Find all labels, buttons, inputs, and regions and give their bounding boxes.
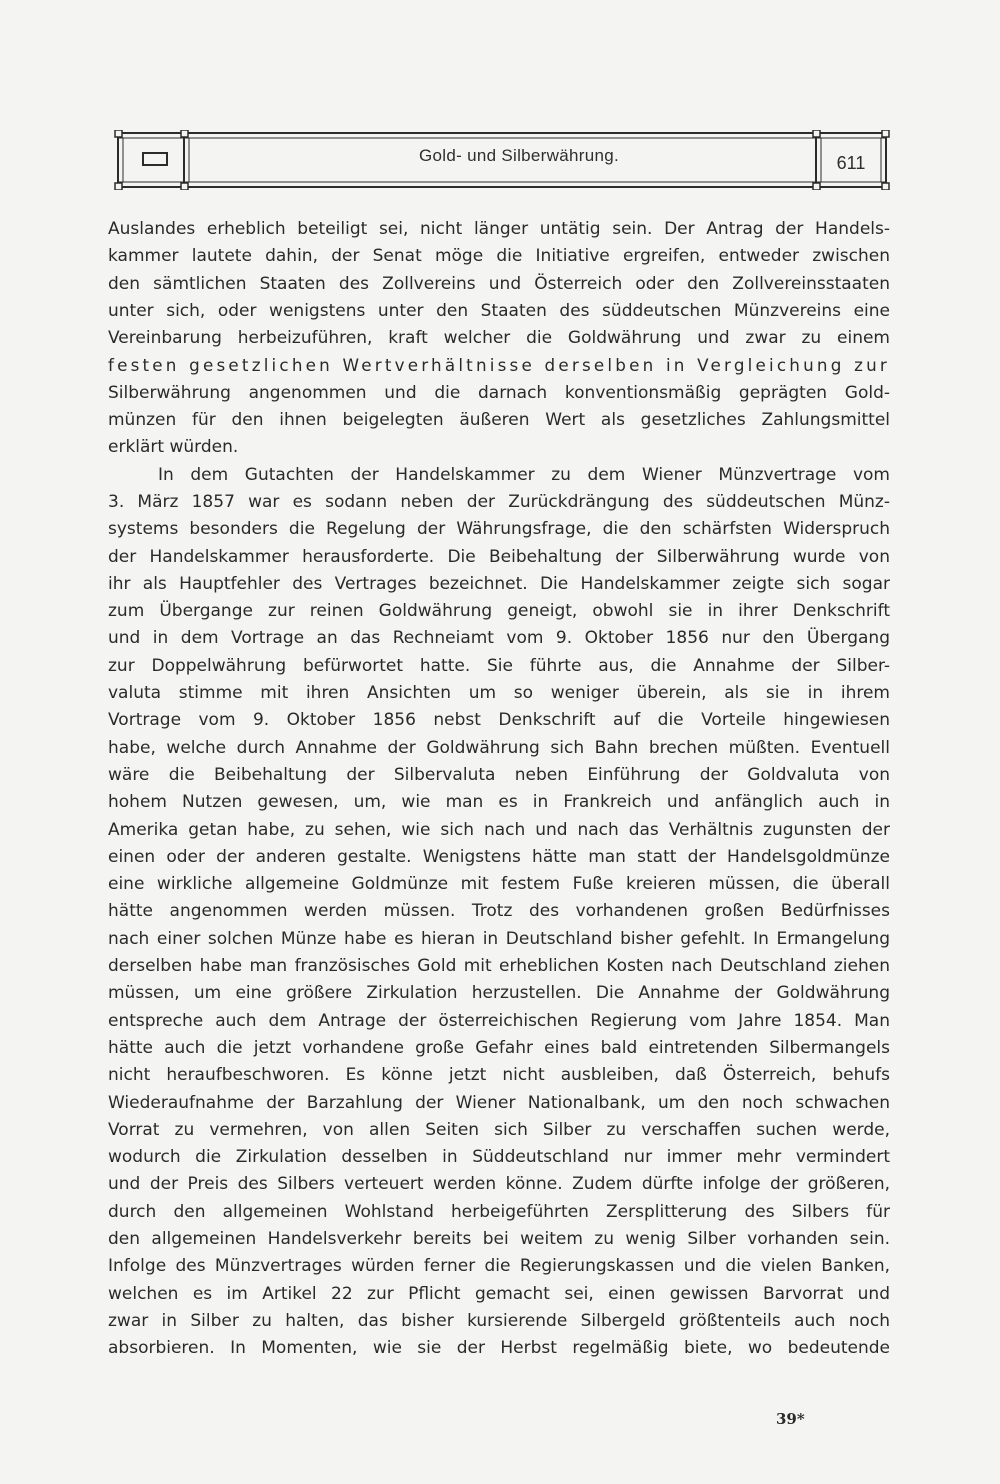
text-line: Amerika getan habe, zu sehen, wie sich nach und nach das Verhältnis zugunsten der <box>108 819 890 840</box>
text-line: einen oder der anderen gestalte. Wenigstens hätte man statt der Handelsgoldmünze <box>108 846 890 867</box>
text-line: hohem Nutzen gewesen, um, wie man es in Frankreich und anfänglich auch in <box>108 792 890 813</box>
text-line: den sämtlichen Staaten des Zollvereins und Österreich oder den Zollvereinsstaaten <box>108 273 890 294</box>
text-line: hätte auch die jetzt vorhandene große Gefahr eines bald eintretenden Silbermangels <box>108 1037 890 1058</box>
text-line: Vorrat zu vermehren, von allen Seiten sich Silber zu verschaffen suchen werde, <box>108 1119 890 1140</box>
text-line: festen gesetzlichen Wertverhältnisse derselben in Vergleichung zur <box>108 355 890 376</box>
text-line: In dem Gutachten der Handelskammer zu dem Wiener Münzvertrage vom <box>158 464 890 485</box>
text-line: Infolge des Münzvertrages würden ferner die Regierungskassen und die vielen Banken, <box>108 1256 890 1277</box>
paragraph-2 <box>108 462 890 1363</box>
text-line: absorbieren. In Momenten, wie sie der Herbst regelmäßig biete, wo bedeutende <box>108 1338 890 1359</box>
text-line: Wiederaufnahme der Barzahlung der Wiener Nationalbank, um den noch schwachen <box>108 1092 890 1113</box>
text-line: kammer lautete dahin, der Senat möge die Initiative ergreifen, entweder zwischen <box>108 246 890 267</box>
text-line: und in dem Vortrage an das Rechneiamt vom 9. Oktober 1856 nur den Übergang <box>108 628 890 649</box>
text-line: erklärt würden. <box>108 437 239 458</box>
paragraph-1 <box>108 216 890 462</box>
text-line: welchen es im Artikel 22 zur Pflicht gemacht sei, einen gewissen Barvorrat und <box>108 1283 890 1304</box>
text-line: derselben habe man französisches Gold mit erheblichen Kosten nach Deutschland ziehen <box>108 956 890 977</box>
text-line: münzen für den ihnen beigelegten äußeren Wert als gesetzliches Zahlungsmittel <box>108 410 890 431</box>
text-line: ihr als Hauptfehler des Vertrages bezeichnet. Die Handelskammer zeigte sich sogar <box>108 573 890 594</box>
text-line: eine wirkliche allgemeine Goldmünze mit festem Fuße kreieren müssen, die überall <box>108 874 890 895</box>
text-line: zum Übergange zur reinen Goldwährung geneigt, obwohl sie in ihrer Denkschrift <box>108 601 890 622</box>
text-line: wodurch die Zirkulation desselben in Süddeutschland nur immer mehr vermindert <box>108 1147 890 1168</box>
page-number: 611 <box>836 153 866 173</box>
text-line: valuta stimme mit ihren Ansichten um so weniger überein, als sie in ihrem <box>108 683 890 704</box>
text-line: den allgemeinen Handelsverkehr bereits bei weitem zu wenig Silber vorhanden sein. <box>108 1228 890 1249</box>
text-line: Vortrage vom 9. Oktober 1856 nebst Denkschrift auf die Vorteile hingewiesen <box>108 710 890 731</box>
text-line: systems besonders die Regelung der Währungsfrage, die den schärfsten Widerspruch <box>108 519 890 540</box>
text-line: 3. März 1857 war es sodann neben der Zurückdrängung des süddeutschen Münz- <box>108 491 890 512</box>
running-header <box>114 130 890 190</box>
text-line: durch den allgemeinen Wohlstand herbeigeführten Zersplitterung des Silbers für <box>108 1201 890 1222</box>
text-line: der Handelskammer herausforderte. Die Beibehaltung der Silberwährung wurde von <box>108 546 890 567</box>
text-line: Auslandes erheblich beteiligt sei, nicht länger untätig sein. Der Antrag der Handels- <box>108 219 890 239</box>
text-line: zwar in Silber zu halten, das bisher kursierende Silbergeld größtenteils auch noch <box>108 1310 890 1331</box>
text-line: zur Doppelwährung befürwortet hatte. Sie führte aus, die Annahme der Silber- <box>108 655 890 676</box>
text-line: nach einer solchen Münze habe es hieran in Deutschland bisher gefehlt. In Ermangelung <box>108 928 890 949</box>
text-line: nicht heraufbeschworen. Es könne jetzt nicht ausbleiben, daß Österreich, behufs <box>108 1065 890 1086</box>
text-line: habe, welche durch Annahme der Goldwährung sich Bahn brechen müßten. Eventuell <box>108 737 890 758</box>
running-title: Gold- und Silberwährung. <box>419 146 619 165</box>
body-text <box>108 216 890 1362</box>
text-line: hätte angenommen werden müssen. Trotz des vorhandenen großen Bedürfnisses <box>108 901 890 922</box>
text-line: wäre die Beibehaltung der Silbervaluta neben Einführung der Goldvaluta von <box>108 764 890 785</box>
text-line: müssen, um eine größere Zirkulation herzustellen. Die Annahme der Goldwährung <box>108 983 890 1004</box>
text-line: Vereinbarung herbeizuführen, kraft welcher die Goldwährung und zwar zu einem <box>108 328 890 349</box>
text-line: unter sich, oder wenigstens unter den Staaten des süddeutschen Münzvereins eine <box>108 300 890 321</box>
text-line: Silberwährung angenommen und die darnach konventionsmäßig geprägten Gold- <box>108 382 890 403</box>
text-line: und der Preis des Silbers verteuert werden könne. Zudem dürfte infolge der größeren, <box>108 1174 890 1195</box>
signature-mark: 39* <box>776 1410 805 1428</box>
text-line: entspreche auch dem Antrage der österreichischen Regierung vom Jahre 1854. Man <box>108 1010 890 1031</box>
